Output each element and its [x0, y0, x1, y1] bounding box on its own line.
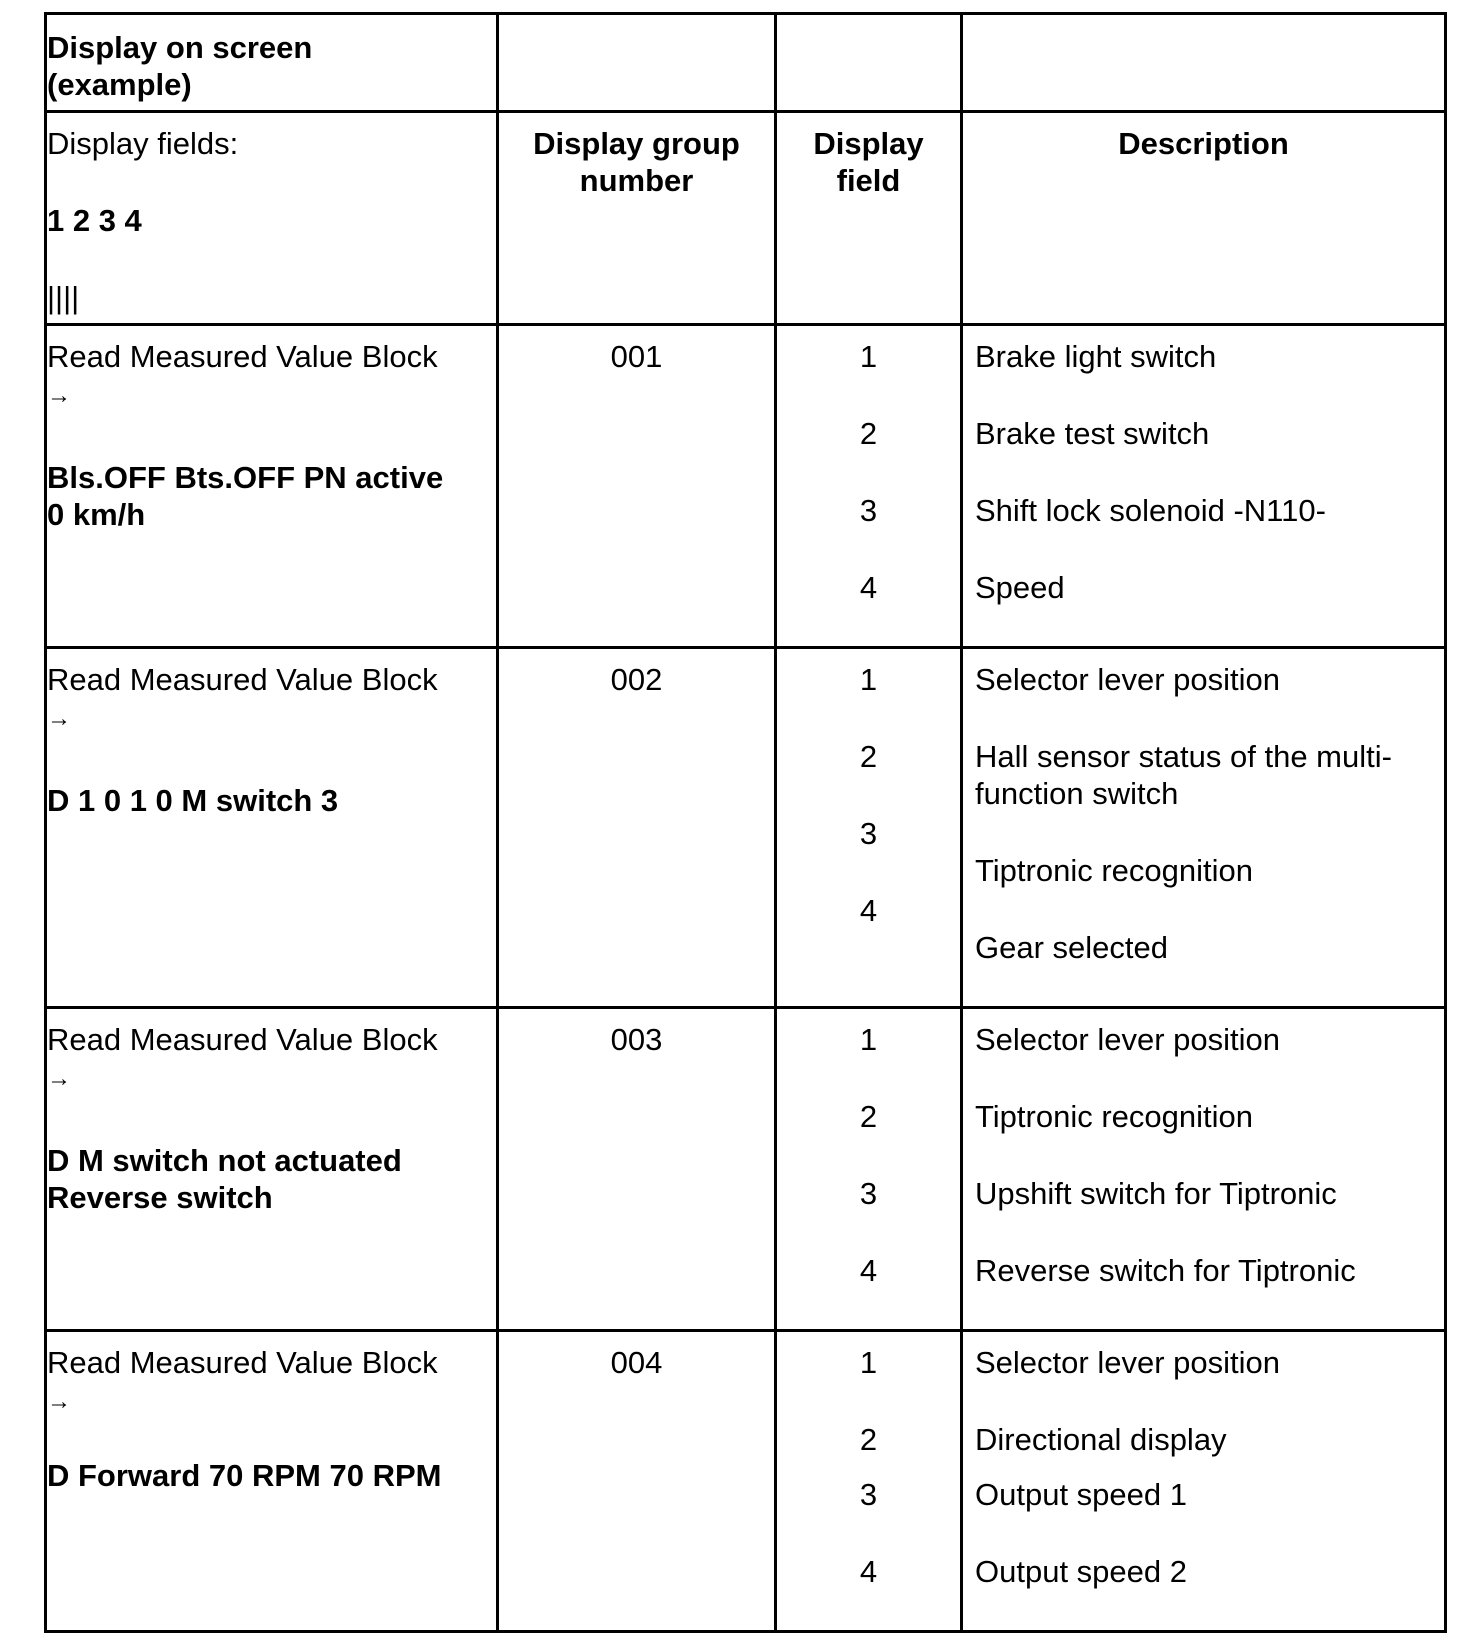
- group-number: 002: [610, 662, 663, 697]
- title-cell: [46, 14, 498, 112]
- screen-display-cell: [46, 1008, 498, 1331]
- block-value-line-2: Reverse switch: [47, 1180, 273, 1215]
- title-line-1: Display on screen: [47, 30, 313, 65]
- group-number: 001: [610, 339, 663, 374]
- arrow-right-icon: →: [47, 382, 71, 409]
- block-display-value: [47, 782, 496, 819]
- field-number: 2: [859, 739, 878, 774]
- field-number: 1: [859, 662, 878, 697]
- field-description: Tiptronic recognition: [975, 1099, 1253, 1134]
- title-line-2: (example): [47, 67, 192, 102]
- description-header-cell: [962, 112, 1446, 325]
- block-row-004: [46, 1331, 1446, 1632]
- display-fields-bars: ||||: [47, 280, 80, 315]
- arrow-right-icon: →: [47, 1388, 71, 1415]
- field-description: Brake test switch: [975, 416, 1210, 451]
- group-number: 004: [610, 1345, 663, 1380]
- empty-cell: [498, 14, 776, 112]
- field-description: Reverse switch for Tiptronic: [975, 1253, 1356, 1288]
- field-description: Selector lever position: [975, 1022, 1280, 1057]
- screen-display-cell: [46, 648, 498, 1008]
- field-header-cell: [776, 112, 962, 325]
- column-header-description: Description: [1118, 126, 1289, 161]
- field-number: 1: [859, 1022, 878, 1057]
- description-cell: [962, 325, 1446, 648]
- field-description: Gear selected: [975, 930, 1168, 965]
- title-row: [46, 14, 1446, 112]
- column-header-field: Display field: [813, 126, 924, 198]
- field-description: Shift lock solenoid -N110-: [975, 493, 1326, 528]
- description-cell: [962, 1008, 1446, 1331]
- field-description: Brake light switch: [975, 339, 1217, 374]
- arrow-right-icon: →: [47, 1065, 71, 1092]
- field-description: Speed: [975, 570, 1065, 605]
- field-number: 3: [859, 1176, 878, 1211]
- block-display-value: [47, 1142, 496, 1216]
- field-number-cell: [776, 1008, 962, 1331]
- empty-cell: [962, 14, 1446, 112]
- field-number-cell: [776, 1331, 962, 1632]
- field-number: 3: [859, 1477, 878, 1512]
- field-number-cell: [776, 648, 962, 1008]
- description-cell: [962, 1331, 1446, 1632]
- field-description: Selector lever position: [975, 1345, 1280, 1380]
- field-number: 3: [859, 816, 878, 851]
- field-number: 3: [859, 493, 878, 528]
- block-row-001: [46, 325, 1446, 648]
- display-fields-numbers: 1 2 3 4: [47, 203, 142, 238]
- block-row-003: [46, 1008, 1446, 1331]
- field-number: 2: [859, 416, 878, 451]
- field-description: Directional display: [975, 1422, 1227, 1457]
- group-number-cell: [498, 1331, 776, 1632]
- block-value-line-1: D M switch not actuated: [47, 1143, 402, 1178]
- block-display-value: [47, 459, 496, 533]
- field-number-cell: [776, 325, 962, 648]
- field-description: Output speed 1: [975, 1477, 1187, 1512]
- field-number: 4: [859, 893, 878, 928]
- field-number: 2: [859, 1422, 878, 1457]
- block-label: Read Measured Value Block: [47, 339, 438, 374]
- group-number-cell: [498, 648, 776, 1008]
- arrow-right-icon: →: [47, 705, 71, 732]
- field-number: 1: [859, 1345, 878, 1380]
- field-number: 1: [859, 339, 878, 374]
- column-header-group: Display group number: [533, 126, 740, 198]
- field-description: Selector lever position: [975, 662, 1280, 697]
- block-display-value: [47, 1457, 496, 1494]
- display-fields-cell: [46, 112, 498, 325]
- field-number: 2: [859, 1099, 878, 1134]
- group-header-cell: [498, 112, 776, 325]
- block-value-line-1: Bls.OFF Bts.OFF PN active: [47, 460, 444, 495]
- block-label: Read Measured Value Block: [47, 662, 438, 697]
- field-description: Hall sensor status of the multi-function switch: [975, 739, 1392, 811]
- description-cell: [962, 648, 1446, 1008]
- group-number: 003: [610, 1022, 663, 1057]
- field-description: Tiptronic recognition: [975, 853, 1253, 888]
- field-number: 4: [859, 1253, 878, 1288]
- header-row: [46, 112, 1446, 325]
- field-description: Output speed 2: [975, 1554, 1187, 1589]
- block-value-line-2: 0 km/h: [47, 497, 146, 532]
- screen-display-cell: [46, 1331, 498, 1632]
- block-label: Read Measured Value Block: [47, 1022, 438, 1057]
- group-number-cell: [498, 1008, 776, 1331]
- empty-cell: [776, 14, 962, 112]
- screen-display-cell: [46, 325, 498, 648]
- block-row-002: [46, 648, 1446, 1008]
- field-number: 4: [859, 1554, 878, 1589]
- group-number-cell: [498, 325, 776, 648]
- block-value-line-1: D Forward 70 RPM 70 RPM: [47, 1458, 442, 1493]
- display-fields-label: Display fields:: [47, 126, 239, 161]
- field-number: 4: [859, 570, 878, 605]
- field-description: Upshift switch for Tiptronic: [975, 1176, 1337, 1211]
- block-label: Read Measured Value Block: [47, 1345, 438, 1380]
- block-value-line-1: D 1 0 1 0 M switch 3: [47, 783, 339, 818]
- measured-value-table: [44, 12, 1447, 1633]
